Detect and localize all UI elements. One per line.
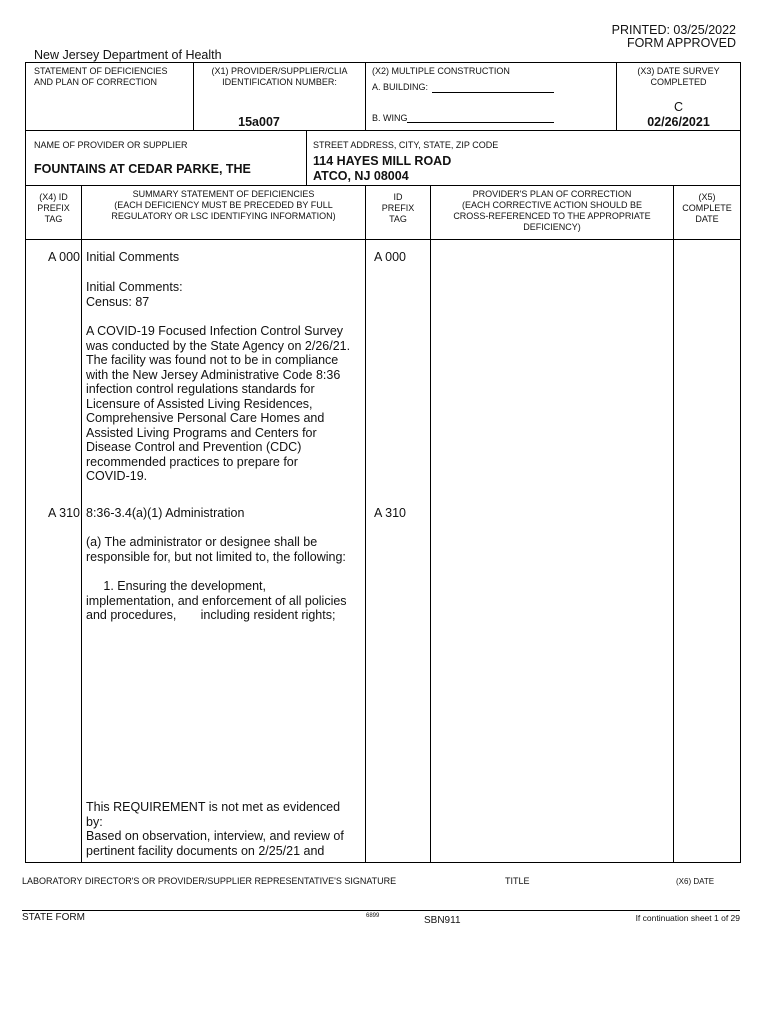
form-code: 6899 <box>366 913 380 919</box>
a310-requirement: This REQUIREMENT is not met as evidenced by: Based on observation, interview, and review of pertinent facility documents on 2/25/21 and <box>86 800 344 858</box>
a310-title: 8:36-3.4(a)(1) Administration <box>86 506 245 520</box>
x2-label: (X2) MULTIPLE CONSTRUCTION <box>372 66 510 76</box>
provider-name: FOUNTAINS AT CEDAR PARKE, THE <box>34 162 251 176</box>
a000-id-tag: A 000 <box>374 250 406 264</box>
building-label: A. BUILDING: <box>372 82 429 92</box>
address-line1: 114 HAYES MILL ROAD <box>313 154 452 168</box>
x1-label: (X1) PROVIDER/SUPPLIER/CLIA IDENTIFICATION NUMBER: <box>211 66 348 87</box>
a000-prefix-tag: A 000 <box>48 250 80 264</box>
building-field[interactable] <box>432 92 554 93</box>
x1-value: 15a007 <box>238 115 280 129</box>
agency-name: New Jersey Department of Health <box>34 48 222 62</box>
form-approved: FORM APPROVED <box>626 36 736 50</box>
x6-date-label: (X6) DATE <box>676 877 715 886</box>
continuation-sheet: If continuation sheet 1 of 29 <box>635 913 740 923</box>
wing-label: B. WING <box>372 113 408 123</box>
printed-date: PRINTED: 03/25/2022 <box>611 23 736 37</box>
x3-code: C <box>673 100 684 114</box>
title-label: TITLE <box>505 876 530 886</box>
signature-label: LABORATORY DIRECTOR'S OR PROVIDER/SUPPLIER REPRESENTATIVE'S SIGNATURE <box>22 876 397 886</box>
address-label: STREET ADDRESS, CITY, STATE, ZIP CODE <box>313 140 499 150</box>
event-id: SBN911 <box>424 915 461 926</box>
plan-column-header: PROVIDER'S PLAN OF CORRECTION (EACH CORRECTIVE ACTION SHOULD BE CROSS-REFERENCED TO THE APPROPRIATE DEFICIENCY) <box>453 189 651 232</box>
statement-label: STATEMENT OF DEFICIENCIES AND PLAN OF CORRECTION <box>34 66 168 87</box>
address-line2: ATCO, NJ 08004 <box>313 169 409 183</box>
wing-field[interactable] <box>407 122 554 123</box>
x3-label: (X3) DATE SURVEY COMPLETED <box>637 66 720 87</box>
a310-id-tag: A 310 <box>374 506 406 520</box>
a310-item-1: 1. Ensuring the development, implementation, and enforcement of all policies and procedures, including resident rights; <box>86 579 347 622</box>
a000-body: A COVID-19 Focused Infection Control Survey was conducted by the State Agency on 2/26/21. The facility was found not to be in compliance with the New Jersey Administrative Code 8:36 infection control regulations standards for Licensure of Assisted Living Residences, Comprehensive Personal Care Homes and Assisted Living Programs and Centers for Disease Control and Prevention (CDC) recommended practices to prepare for COVID-19. <box>86 324 351 483</box>
x4-column-header: (X4) ID PREFIX TAG <box>37 192 70 224</box>
a310-prefix-tag: A 310 <box>48 506 80 520</box>
a000-title: Initial Comments <box>86 250 180 264</box>
a310-paragraph-a: (a) The administrator or designee shall be responsible for, but not limited to, the following: <box>86 535 346 564</box>
a000-census: Initial Comments: Census: 87 <box>86 280 183 309</box>
id-column-header: ID PREFIX TAG <box>381 192 415 224</box>
x3-date: 02/26/2021 <box>647 115 710 129</box>
summary-column-header: SUMMARY STATEMENT OF DEFICIENCIES (EACH DEFICIENCY MUST BE PRECEDED BY FULL REGULATORY OR LSC IDENTIFYING INFORMATION) <box>111 189 336 221</box>
state-form-label: STATE FORM <box>22 912 85 923</box>
x5-column-header: (X5) COMPLETE DATE <box>682 192 732 224</box>
provider-label: NAME OF PROVIDER OR SUPPLIER <box>34 140 188 150</box>
